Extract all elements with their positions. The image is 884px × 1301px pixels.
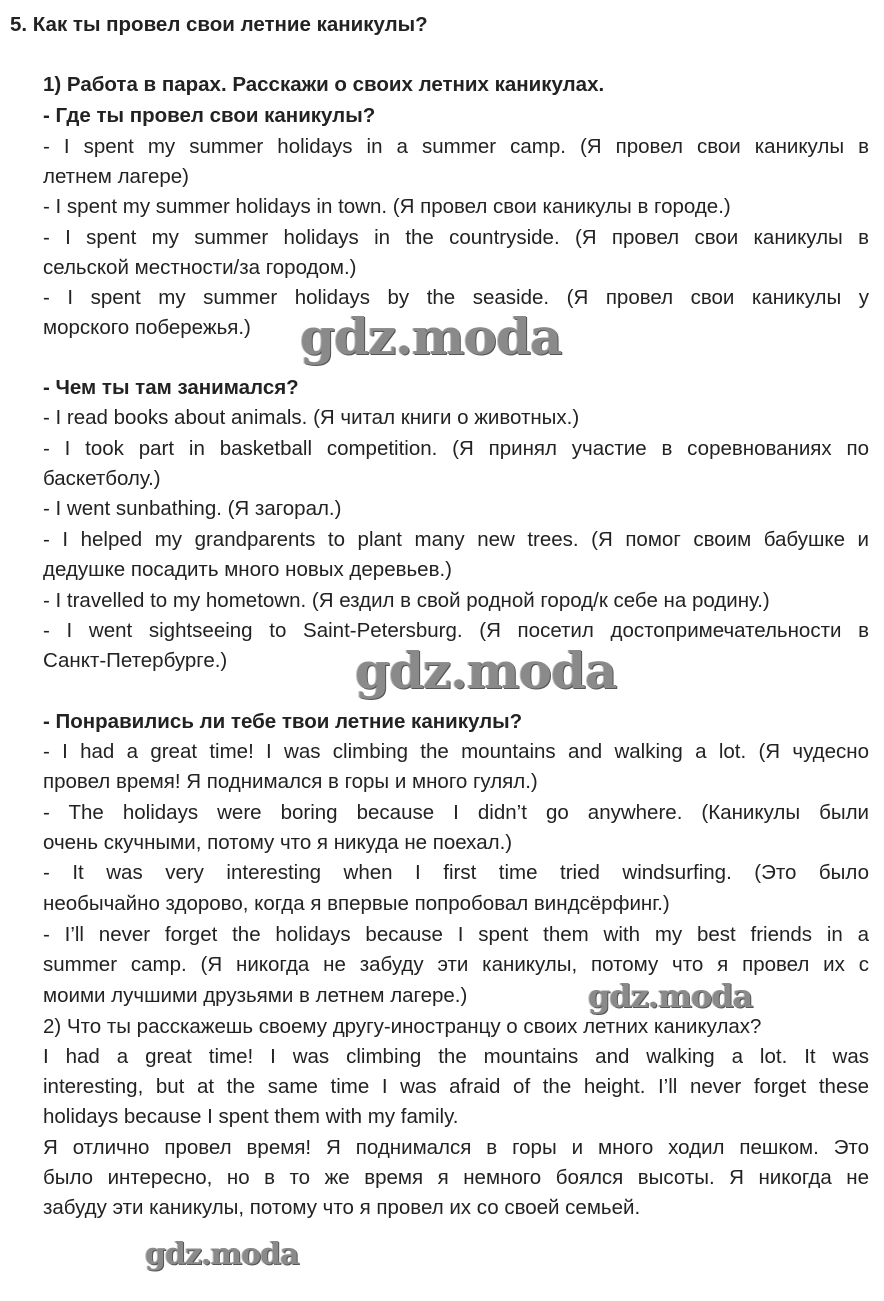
text-line: летнем лагере) [43,165,190,188]
text-line: - I went sightseeing to Saint-Petersburg. (Я посетил достопримечательности в [43,619,869,642]
text-line: interesting, but at the same time I was afraid of the height. I’ll never forget these [43,1075,869,1098]
text-line: дедушке посадить много новых деревьев.) [43,558,452,581]
text-line: Санкт-Петербурге.) [43,649,228,672]
text-line: очень скучными, потому что я никуда не поехал.) [43,831,513,854]
heading-line: 1) Работа в парах. Расскажи о своих летних каникулах. [43,73,605,96]
text-line: морского побережья.) [43,316,251,339]
text-line: провел время! Я поднимался в горы и много гулял.) [43,770,538,793]
heading-line: - Чем ты там занимался? [43,376,299,399]
text-line: необычайно здорово, когда я впервые попробовал виндсёрфинг.) [43,892,670,915]
text-line: - It was very interesting when I first time tried windsurfing. (Это было [43,861,869,884]
text-line: - I took part in basketball competition. (Я принял участие в соревнованиях по [43,437,869,460]
text-line: - I spent my summer holidays in a summer camp. (Я провел свои каникулы в [43,135,869,158]
text-line: - I’ll never forget the holidays because I spent them with my best friends in a [43,923,869,946]
watermark-logo: gdz.moda [355,641,617,700]
text-line: забуду эти каникулы, потому что я провел их со своей семьей. [43,1196,641,1219]
text-line: баскетболу.) [43,467,161,490]
text-line: было интересно, но в то же время я немного боялся высоты. Я никогда не [43,1166,869,1189]
text-line: holidays because I spent them with my family. [43,1105,459,1128]
text-line: - I helped my grandparents to plant many new trees. (Я помог своим бабушке и [43,528,869,551]
text-line: - I read books about animals. (Я читал книги о животных.) [43,406,580,429]
heading-line: 5. Как ты провел свои летние каникулы? [10,13,428,36]
text-line: моими лучшими друзьями в летнем лагере.) [43,984,468,1007]
heading-line: - Понравились ли тебе твои летние каникулы? [43,710,523,733]
text-line: - I went sunbathing. (Я загорал.) [43,497,342,520]
text-line: - I spent my summer holidays in the countryside. (Я провел свои каникулы в [43,226,869,249]
text-line: summer camp. (Я никогда не забуду эти каникулы, потому что я провел их с [43,953,869,976]
text-line: 2) Что ты расскажешь своему другу-иностранцу о своих летних каникулах? [43,1015,762,1038]
heading-line: - Где ты провел свои каникулы? [43,104,376,127]
text-line: I had a great time! I was climbing the mountains and walking a lot. It was [43,1045,869,1068]
text-line: - I spent my summer holidays in town. (Я провел свои каникулы в городе.) [43,195,731,218]
text-line: - I had a great time! I was climbing the mountains and walking a lot. (Я чудесно [43,740,869,763]
text-line: Я отлично провел время! Я поднимался в горы и много ходил пешком. Это [43,1136,869,1159]
text-line: - I spent my summer holidays by the seaside. (Я провел свои каникулы у [43,286,869,309]
watermark-logo: gdz.moda [145,1237,299,1272]
watermark-logo: gdz.moda [300,307,562,366]
text-line: - I travelled to my hometown. (Я ездил в свой родной город/к себе на родину.) [43,589,770,612]
text-line: - The holidays were boring because I didn’t go anywhere. (Каникулы были [43,801,869,824]
text-line: сельской местности/за городом.) [43,256,357,279]
watermark-logo: gdz.moda [588,977,753,1015]
